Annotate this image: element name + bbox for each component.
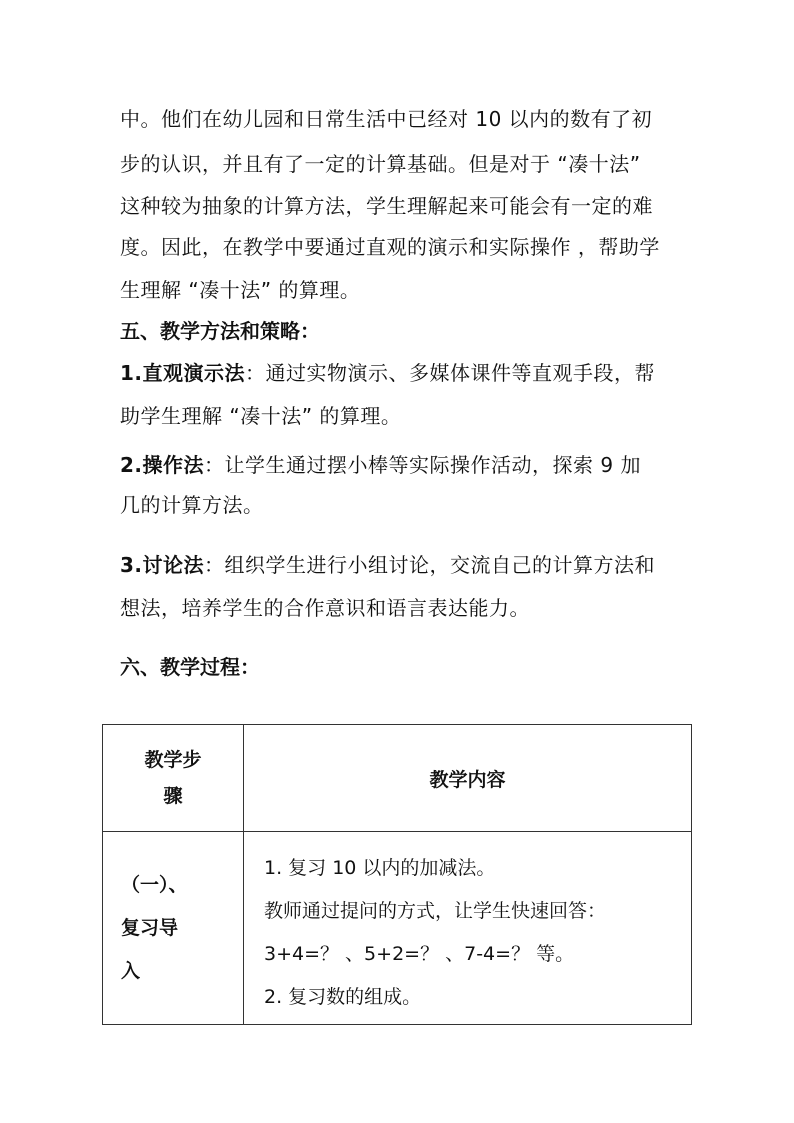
intro-line-1: 中。他们在幼儿园和日常生活中已经对 10 以内的数有了初 bbox=[120, 107, 653, 131]
content-line-3: 3+4=？ 、5+2=？ 、7-4=？ 等。 bbox=[264, 942, 575, 965]
section-5-heading: 五、教学方法和策略： bbox=[120, 319, 320, 343]
intro-line-3: 这种较为抽象的计算方法，学生理解起来可能会有一定的难 bbox=[120, 194, 653, 218]
intro-line-2: 步的认识，并且有了一定的计算基础。但是对于 “凑十法” bbox=[120, 152, 641, 176]
method-item-2-term: 2.操作法 bbox=[120, 453, 205, 477]
method-item-2-line-1 bbox=[120, 449, 641, 478]
table-header-row bbox=[103, 725, 692, 832]
step-line-2: 复习导 bbox=[121, 916, 179, 939]
method-item-3-line-1 bbox=[120, 549, 655, 578]
section-6-heading: 六、教学过程： bbox=[120, 655, 260, 679]
method-item-3-text: ：组织学生进行小组讨论，交流自己的计算方法和 bbox=[204, 553, 656, 577]
lesson-process-table bbox=[102, 724, 692, 1025]
step-line-1: （一）、 bbox=[121, 873, 188, 896]
header-step-line-1: 教学步 bbox=[144, 749, 202, 771]
table-row-step bbox=[103, 832, 244, 1025]
table-row bbox=[103, 832, 692, 1025]
intro-line-5: 生理解 “凑十法” 的算理。 bbox=[120, 278, 361, 302]
method-item-1-line-1 bbox=[120, 357, 655, 386]
content-line-4: 2. 复习数的组成。 bbox=[264, 985, 422, 1008]
method-item-2-text: ：让学生通过摆小棒等实际操作活动，探索 9 加 bbox=[204, 453, 641, 477]
header-step-line-2: 骤 bbox=[163, 785, 183, 807]
content-line-1: 1. 复习 10 以内的加减法。 bbox=[264, 856, 496, 879]
method-item-1-term: 1.直观演示法 bbox=[120, 361, 246, 385]
table-row-content bbox=[244, 832, 692, 1025]
content-line-2: 教师通过提问的方式，让学生快速回答： bbox=[264, 899, 607, 922]
method-item-2-line-2: 几的计算方法。 bbox=[120, 493, 264, 517]
table-header-step bbox=[103, 725, 244, 832]
method-item-1-line-2: 助学生理解 “凑十法” 的算理。 bbox=[120, 404, 402, 428]
table-header-content: 教学内容 bbox=[244, 725, 692, 832]
intro-line-4: 度。因此，在教学中要通过直观的演示和实际操作 ，帮助学 bbox=[120, 235, 660, 259]
method-item-3-line-2: 想法，培养学生的合作意识和语言表达能力。 bbox=[120, 596, 530, 620]
step-line-3: 入 bbox=[121, 959, 141, 982]
method-item-1-text: ：通过实物演示、多媒体课件等直观手段，帮 bbox=[245, 361, 656, 385]
method-item-3-term: 3.讨论法 bbox=[120, 553, 205, 577]
